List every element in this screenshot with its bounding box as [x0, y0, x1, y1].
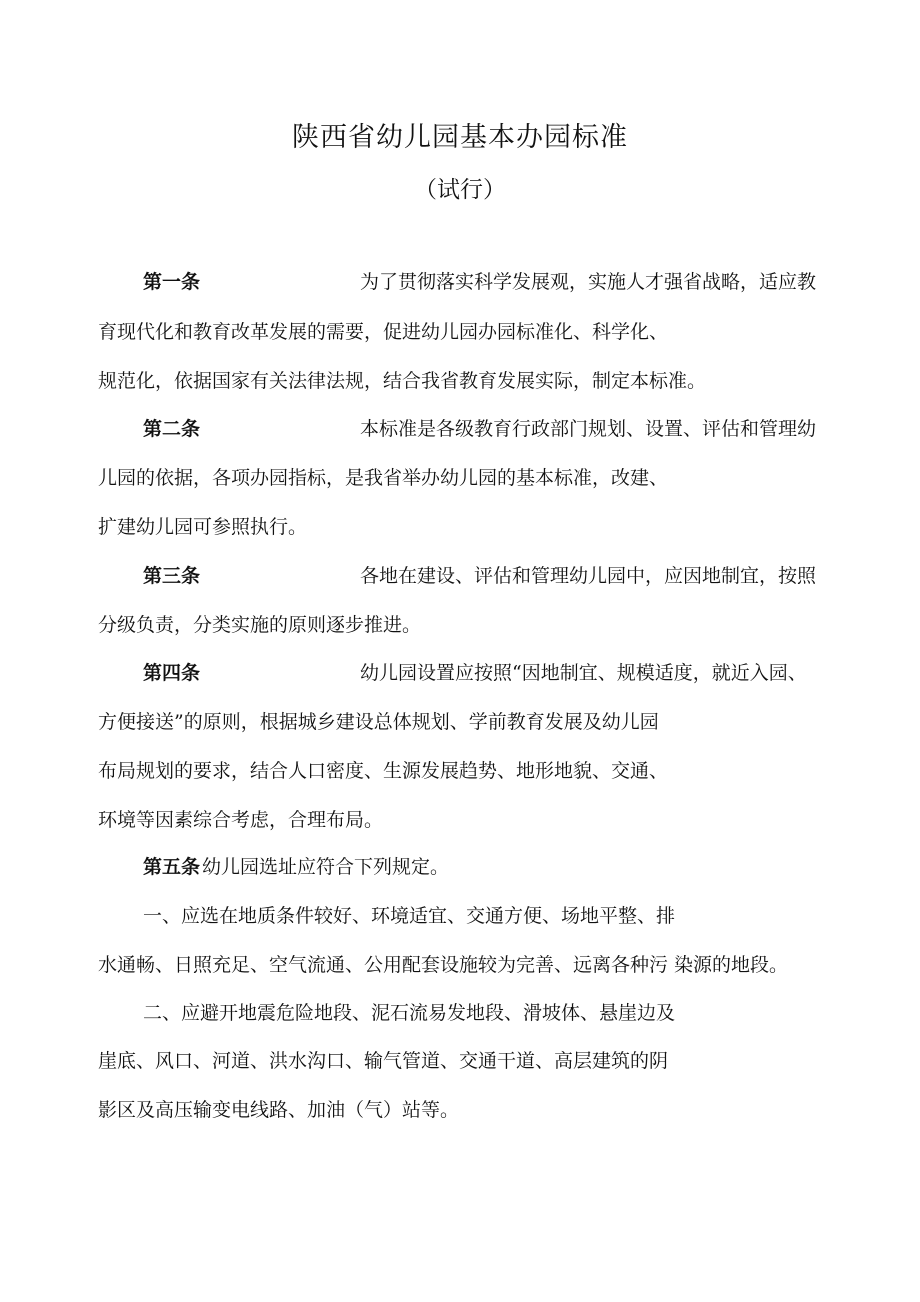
- document-title: 陕西省幼儿园基本办园标准: [292, 122, 628, 153]
- article-1-label: 第一条: [143, 271, 201, 293]
- article-4-line-4: 环境等因素综合考虑，合理布局。: [98, 809, 384, 831]
- clause-2-line-1: 二、应避开地震危险地段、泥石流易发地段、滑坡体、悬崖边及: [143, 1002, 676, 1024]
- article-2-label: 第二条: [143, 418, 201, 440]
- article-3-line-2: 分级负责，分类实施的原则逐步推进。: [98, 614, 422, 636]
- article-4-line-3: 布局规划的要求，结合人口密度、生源发展趋势、地形地貌、交通、: [98, 760, 669, 782]
- article-4-label: 第四条: [143, 662, 201, 684]
- article-1-line-2: 育现代化和教育改革发展的需要，促进幼儿园办园标准化、科学化、: [98, 321, 669, 343]
- clause-2-line-3: 影区及高压输变电线路、加油（气）站等。: [98, 1099, 460, 1121]
- article-2-line-1: 本标准是各级教育行政部门规划、设置、评估和管理幼: [360, 418, 817, 440]
- clause-1-line-2: 水通畅、日照充足、空气流通、公用配套设施较为完善、远离各种污 染源的地段。: [98, 954, 789, 976]
- clause-1-line-1: 一、应选在地质条件较好、环境适宜、交通方便、场地平整、排: [143, 905, 676, 927]
- document-subtitle: （试行）: [414, 177, 506, 203]
- article-4-line-1: 幼儿园设置应按照“因地制宜、规模适度，就近入园、: [360, 662, 807, 684]
- clause-2-line-2: 崖底、风口、河道、洪水沟口、输气管道、交通干道、高层建筑的阴: [98, 1050, 669, 1072]
- article-1-line-1: 为了贯彻落实科学发展观，实施人才强省战略，适应教: [360, 271, 817, 293]
- article-5-label: 第五条: [143, 856, 201, 878]
- article-1-line-3: 规范化，依据国家有关法律法规，结合我省教育发展实际，制定本标准。: [98, 370, 707, 392]
- article-2-line-2: 儿园的依据，各项办园指标，是我省举办幼儿园的基本标准，改建、: [98, 467, 669, 489]
- article-3-line-1: 各地在建设、评估和管理幼儿园中，应因地制宜，按照: [360, 565, 817, 587]
- article-2-line-3: 扩建幼儿园可参照执行。: [98, 516, 308, 538]
- article-3-label: 第三条: [143, 565, 201, 587]
- article-4-line-2: 方便接送”的原则，根据城乡建设总体规划、学前教育发展及幼儿园: [98, 711, 659, 733]
- article-5-line-1: 幼儿园选址应符合下列规定。: [202, 856, 450, 878]
